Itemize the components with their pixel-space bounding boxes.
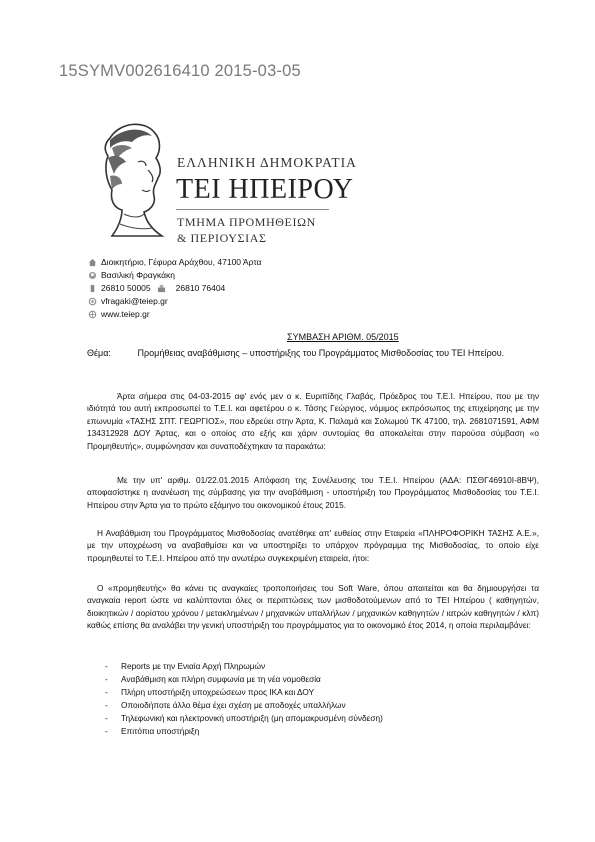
paragraph-text: Ο «προμηθευτής» θα κάνει τις αναγκαίες τροποποιήσεις του Soft Ware, όπου απαιτείται και θα δημιουργήσει τα αναγκαία report ώστε να καλύπτονται όλες οι περιπτώσεις των μισθοδοτούμενων από το ΤΕΙ Ηπείρου ( καθηγητών, διοικητικών / αορίστου χρόνου / μετακλημένων / μηχανικών υπαλλήλων / μηχανικών καθηγητών / ιατρών καθηγητών / κλπ) καθώς επίσης θα αναλάβει την γενική υποστήριξη του προγράμματος για το οικονομικό έτος 2014, η οποία περιλαμβάνει: (87, 583, 539, 631)
subject-text: Προμήθειας αναβάθμισης – υποστήριξης του Προγράμματος Μισθοδοσίας του ΤΕΙ Ηπείρου. (137, 348, 505, 358)
body-paragraph-1 (87, 390, 539, 452)
list-item (105, 660, 383, 673)
contact-email-text[interactable]: vfragaki@teiep.gr (101, 296, 168, 306)
phone-icon (88, 284, 97, 293)
paragraph-text: Άρτα σήμερα στις 04-03-2015 αφ' ενός μεν ο κ. Ευριπίδης Γλαβάς, Πρόεδρος του Τ.Ε.Ι. Ηπείρου, που με την ιδιότητά του αυτή εκπροσωπεί το Τ.Ε.Ι. και αφετέρου ο κ. Τάσης Γεώργιος, νόμιμος εκπρόσωπος της επιχείρησης με την επωνυμία «ΤΑΣΗΣ ΣΠΤ. ΓΕΩΡΓΙΟΣ», που εδρεύει στην Άρτα, Κ. Παλαμά και Σολωμού ΤΚ 47100, τηλ. 2681071591, ΑΦΜ 134312928 ΔΟΥ Άρτας, και ο οποίος στο εξής και χάριν συντομίας θα αποκαλείται στην παρούσα σύμβαση «ο Προμηθευτής», συμφώνησαν και συναποδέχτηκαν τα παρακάτω: (87, 391, 539, 451)
list-item-text: Reports με την Ενιαία Αρχή Πληρωμών (121, 661, 266, 671)
paragraph-text: Με την υπ' αριθμ. 01/22.01.2015 Απόφαση της Συνέλευσης του Τ.Ε.Ι. Ηπείρου (ΑΔΑ: ΠΣΘΓ46910Ι-8ΒΨ), αποφασίστηκε η ανανέωση της σύμβασης για την αναβάθμιση - υποστήριξη του Προγράμματος Μισθοδοσίας του Τ.Ε.Ι. Ηπείρου στην Άρτα για το πρώτο εξάμηνο του οικονομικού έτους 2015. (87, 475, 539, 510)
contract-title: ΣΥΜΒΑΣΗ ΑΡΙΘΜ. 05/2015 (287, 332, 399, 342)
list-item (105, 712, 383, 725)
org-divider (176, 209, 329, 210)
contact-address-text: Διοικητήριο, Γέφυρα Αράχθου, 47100 Άρτα (101, 257, 262, 267)
paragraph-text: Η Αναβάθμιση του Προγράμματος Μισθοδοσίας ανατέθηκε απ' ευθείας στην Εταιρεία «ΠΛΗΡΟΦΟΡΙΚΗ ΤΑΣΗΣ Α.Ε.», με την υποχρέωση να αναβαθμίσει και να υποστηρίξει το υπάρχον πρόγραμμα της Μισθοδοσίας, το οποίο είχε προμηθευτεί το Τ.Ε.Ι. Ηπείρου από την ανωτέρω συγκεκριμένη εταιρεία, ήτοι: (87, 528, 539, 563)
bullet-marker: - (105, 725, 108, 736)
logo-image (92, 118, 172, 242)
contact-web-text[interactable]: www.teiep.gr (101, 309, 150, 319)
subject-line (87, 348, 504, 358)
web-icon (88, 310, 97, 319)
bullet-marker: - (105, 712, 108, 723)
list-item-text: Αναβάθμιση και πλήρη συμφωνία με τη νέα νομοθεσία (121, 673, 321, 684)
org-country-line: ΕΛΛΗΝΙΚΗ ΔΗΜΟΚΡΑΤΙΑ (177, 155, 357, 170)
document-id-stamp: 15SYMV002616410 2015-03-05 (59, 62, 301, 80)
contact-phone-fax (88, 283, 225, 293)
list-item-text: Πλήρη υποστήριξη υποχρεώσεων προς ΙΚΑ και ΔΟΥ (121, 686, 315, 697)
email-icon (88, 297, 97, 306)
list-item (105, 725, 383, 738)
contact-email (88, 296, 168, 306)
list-item-text: Οποιοδήποτε άλλο θέμα έχει σχέση με αποδοχές υπαλλήλων (121, 699, 346, 710)
subject-label: Θέμα: (87, 348, 111, 358)
fax-icon (157, 284, 166, 293)
services-list (105, 660, 383, 737)
bullet-marker: - (105, 686, 108, 697)
person-icon (88, 271, 97, 280)
list-item (105, 699, 383, 712)
list-item (105, 686, 383, 699)
contact-address (88, 257, 261, 267)
contact-web (88, 309, 150, 319)
bullet-marker: - (105, 673, 108, 684)
list-item (105, 673, 383, 686)
org-name: ΤΕΙ ΗΠΕΙΡΟΥ (176, 174, 354, 205)
body-paragraph-4 (87, 582, 539, 632)
contact-person-text: Βασιλική Φραγκάκη (101, 270, 176, 280)
org-department-line1: ΤΜΗΜΑ ΠΡΟΜΗΘΕΙΩΝ (177, 215, 316, 229)
list-item-text: Τηλεφωνική και ηλεκτρονική υποστήριξη (μη απομακρυσμένη σύνδεση) (121, 712, 383, 723)
body-paragraph-2 (87, 474, 539, 511)
org-department (177, 214, 316, 246)
body-paragraph-3 (87, 527, 539, 564)
contact-fax-text: 26810 76404 (175, 283, 226, 293)
list-item-text: Επιτόπια υποστήριξη (121, 725, 200, 736)
bullet-marker: - (105, 699, 108, 710)
contact-person (88, 270, 175, 280)
bullet-marker: - (105, 661, 108, 671)
org-department-line2: & ΠΕΡΙΟΥΣΙΑΣ (177, 231, 267, 245)
contact-phone-text: 26810 50005 (101, 283, 151, 293)
home-icon (88, 258, 97, 267)
